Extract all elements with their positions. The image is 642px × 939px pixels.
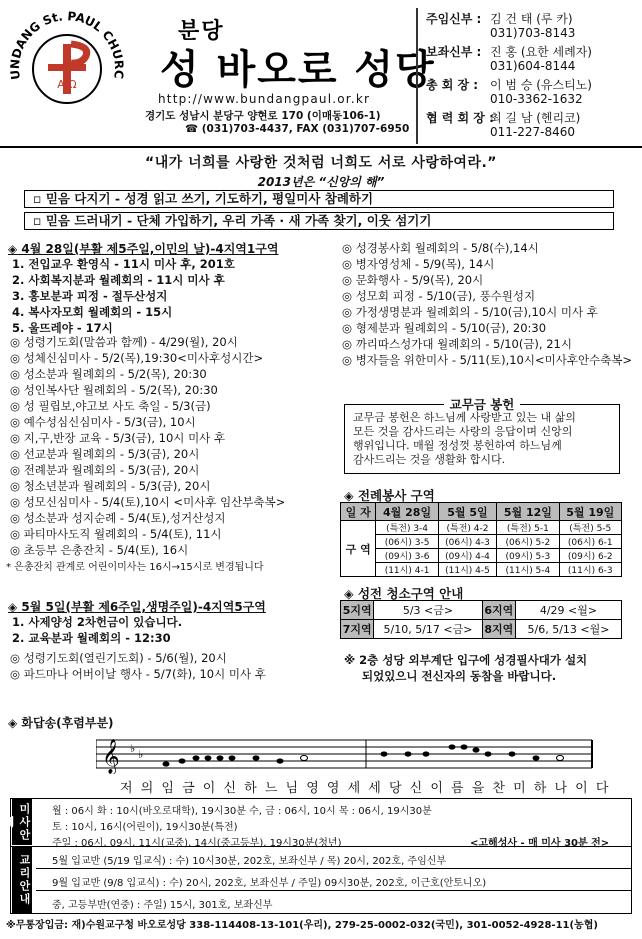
list-item: 5. 울뜨레야 - 17시 <box>12 321 113 335</box>
table-cell: 5/10, 5/17 <금> <box>374 620 482 639</box>
list-item: ◎ 병자영성체 - 5/9(목), 14시 <box>342 257 495 271</box>
staff-name: 최 길 남 (헨리코) <box>490 111 581 125</box>
list-item: 2. 교육분과 월례회의 - 12:30 <box>12 631 171 645</box>
list-item: ◎ 형제분과 월례회의 - 5/10(금), 20:30 <box>342 321 547 335</box>
staff-role: 협 력 회 장 : <box>426 111 494 125</box>
table-cell: (06시) 5-2 <box>497 535 559 549</box>
staff-name: 진 홍 (요한 세례자) <box>490 45 592 59</box>
altar-heading: ◈ 전례봉사 구역 <box>344 488 435 503</box>
offering-line: 감사드리는 것을 생활화 합시다. <box>353 453 506 466</box>
list-item: ◎ 청소년분과 월례회의 - 5/3(금), 20시 <box>10 479 211 493</box>
list-item: ◎ 성소분과 성지순례 - 5/4(토),성거산성지 <box>10 511 226 525</box>
parish-small-title: 분당 <box>178 19 225 44</box>
table-cell: (09시) 6-2 <box>559 549 621 563</box>
notice-line: 되었있으니 전신자의 동참을 바랍니다. <box>362 669 557 683</box>
list-item: ◎ 지,구,반장 교육 - 5/3(금), 10시 미사 후 <box>10 431 226 445</box>
list-item: ◎ 문화행사 - 5/9(목), 20시 <box>342 273 484 287</box>
staff-name: 이 범 승 (유스티노) <box>490 78 592 92</box>
table-cell: (06시) 6-1 <box>559 535 621 549</box>
staff-role: 총 회 장 : <box>426 78 479 92</box>
year-theme: 2013년은 “신앙의 해” <box>257 175 385 189</box>
svg-text:𝄞: 𝄞 <box>102 739 120 774</box>
list-item: ◎ 성 필립보,야고보 사도 축일 - 5/3(금) <box>10 399 211 413</box>
list-item: 2. 사회복지분과 월례회의 - 11시 미사 후 <box>12 273 225 287</box>
catechism-divider <box>36 890 632 891</box>
catechism-divider <box>36 868 632 869</box>
table-header: 5월 12일 <box>497 503 559 521</box>
list-item: ◎ 파티마사도직 월례회의 - 5/4(토), 11시 <box>10 527 222 541</box>
offering-title: 교무금 봉헌 <box>444 397 521 412</box>
catechism-info-tab: 교리안내 <box>12 847 32 913</box>
table-cell: (09시) 5-3 <box>497 549 559 563</box>
table-cell: (09시) 3-6 <box>376 549 438 563</box>
offering-box <box>344 397 620 474</box>
list-item: ◎ 병자들을 위한미사 - 5/11(토),10시<미사후안수축복> <box>342 353 633 367</box>
catechism-info-line: 5월 입교반 (5/19 입교식) : 수) 10시30분, 202호, 보좌신부 / 목) 20시, 202호, 주임신부 <box>52 856 447 867</box>
table-cell: (11시) 4-1 <box>376 563 438 577</box>
table-cell: 7지역 <box>341 620 374 639</box>
offering-line: 교무금 봉헌은 하느님께 사랑받고 있는 내 삶의 <box>353 411 576 424</box>
week1-note: * 은총잔치 관계로 어린이미사는 16시→15시로 변경됩니다 <box>6 562 264 573</box>
svg-text:♭: ♭ <box>130 742 136 755</box>
table-header: 5월 19일 <box>559 503 621 521</box>
list-item: 4. 복사자모회 월례회의 - 15시 <box>12 305 173 319</box>
table-cell: (특전) 4-2 <box>438 521 496 535</box>
table-cell: (11시) 6-3 <box>559 563 621 577</box>
svg-text:♭: ♭ <box>138 748 144 761</box>
website-link[interactable]: http://www.bundangpaul.or.kr <box>158 92 371 106</box>
list-item: ◎ 전례분과 월례회의 - 5/3(금), 20시 <box>10 463 200 477</box>
logo-text: UNDANG St. PAUL CHURC <box>7 9 127 81</box>
week2-heading: ◈ 5월 5일(부활 제6주일,생명주일)-4지역5구역 <box>8 600 266 614</box>
list-item: ◎ 예수성심신심미사 - 5/3(금), 10시 <box>10 415 196 429</box>
table-cell: (09시) 4-4 <box>438 549 496 563</box>
list-item: ◎ 초등부 은총잔치 - 5/4(토), 16시 <box>10 543 189 557</box>
table-cell: 6지역 <box>482 601 515 620</box>
list-item: ◎ 성모회 피정 - 5/10(금), 풍수원성지 <box>342 289 536 303</box>
table-cell: 4/29 <월> <box>515 601 621 620</box>
mass-info-line: 토 : 10시, 16시(어린이), 19시30분(특전) <box>52 822 238 833</box>
table-header: 5월 5일 <box>438 503 496 521</box>
table-cell: 5/6, 5/13 <월> <box>515 620 621 639</box>
list-item: ◎ 성소분과 월례회의 - 5/2(목), 20:30 <box>10 367 207 381</box>
table-cell: (06시) 3-5 <box>376 535 438 549</box>
offering-line: 모든 것을 감사드리는 사랑의 응답이며 신앙의 <box>353 425 573 438</box>
weekly-quote: “내가 너희를 사랑한 것처럼 너희도 서로 사랑하여라.” <box>145 155 497 171</box>
theme-box-1: ▫ 믿음 다지기 - 성경 읽고 쓰기, 기도하기, 평일미사 참례하기 <box>24 190 614 208</box>
altar-service-table <box>340 502 622 577</box>
list-item: ◎ 성모신심미사 - 5/4(토),10시 <미사후 임산부축복> <box>10 495 286 509</box>
list-item: ◎ 성령기도회(열린기도회) - 5/6(월), 20시 <box>10 651 227 665</box>
header-divider <box>0 146 642 148</box>
staff-name: 김 건 태 (루 카) <box>490 12 573 26</box>
list-item: 1. 사제양성 2차헌금이 있습니다. <box>12 615 183 629</box>
list-item: ◎ 파드마나 어버이날 행사 - 5/7(화), 10시 미사 후 <box>10 667 266 681</box>
staff-role: 보좌신부 : <box>426 45 482 59</box>
table-cell: (11시) 4-5 <box>438 563 496 577</box>
church-logo <box>6 8 128 130</box>
week1-heading: ◈ 4월 28일(부활 제5주일,이민의 날)-4지역1구역 <box>8 242 279 256</box>
mass-info-line: 월 : 06시 화 : 10시(바오로대학), 19시30분 수, 금 : 06시, 10시 목 : 06시, 19시30분 <box>52 806 432 817</box>
cleaning-table <box>340 600 622 639</box>
list-item: ◎ 성경봉사회 월례회의 - 5/8(수),14시 <box>342 241 539 255</box>
table-row-label: 구 역 <box>341 521 376 577</box>
mass-info-tab: 미사안내 <box>12 799 32 845</box>
bank-account-footer: ※무통장입금: 재)수원교구청 바오로성당 338-114408-13-101(우리), 279-25-0002-032(국민), 301-0052-4928-11(농협) <box>6 920 598 931</box>
hymn-heading: ◈ 화답송(후렴부분) <box>8 716 114 730</box>
confession-note: <고해성사 - 매 미사 30분 전> <box>470 838 610 849</box>
logo-alpha-omega: A Ω <box>57 78 77 91</box>
staff-phone: 010-3362-1632 <box>490 92 583 106</box>
mass-info-line: 주일 : 06시, 09시, 11시(교중), 14시(중고등부), 19시30분(청년) <box>52 838 342 849</box>
staff-role: 주임신부 : <box>426 12 482 26</box>
table-cell: 8지역 <box>482 620 515 639</box>
offering-line: 행위입니다. 매월 정성껏 봉헌하여 하느님께 <box>353 439 562 452</box>
list-item: 3. 홍보분과 피정 - 절두산성지 <box>12 289 168 303</box>
theme-box-2: ▫ 믿음 드러내기 - 단체 가입하기, 우리 가족 · 새 가족 찾기, 이웃 섬기기 <box>24 212 614 230</box>
staff-phone: 011-227-8460 <box>490 125 576 139</box>
staff-phone: 031)604-8144 <box>490 59 576 73</box>
table-cell: (11시) 5-4 <box>497 563 559 577</box>
staff-list <box>416 8 636 144</box>
table-cell: (특전) 5-1 <box>497 521 559 535</box>
list-item: 1. 전입교우 환영식 - 11시 미사 후, 201호 <box>12 257 235 271</box>
parish-name: 성 바오로 성당 <box>160 47 436 93</box>
list-item: ◎ 성인복사단 월례회의 - 5/2(목), 20:30 <box>10 383 218 397</box>
list-item: ◎ 까리따스성가대 월례회의 - 5/10(금), 21시 <box>342 337 572 351</box>
table-header: 일 자 <box>341 503 376 521</box>
table-header: 4월 28일 <box>376 503 438 521</box>
list-item: ◎ 성체신심미사 - 5/2(목),19:30<미사후성시간> <box>10 351 264 365</box>
catechism-info-line: 9월 입교반 (9/8 입교식) : 수) 20시, 202호, 보좌신부 / 주일) 09시30분, 202호, 이근호(안토니오) <box>52 878 487 889</box>
hymn-lyrics: 저 의 임 금 이 신 하 느 님 영 영 세 세 당 신 이 름 을 찬 미 하 나 이 다 <box>120 781 611 796</box>
list-item: ◎ 가정생명분과 월례회의 - 5/10(금),10시 미사 후 <box>342 305 598 319</box>
list-item: ◎ 성령기도회(말씀과 함께) - 4/29(월), 20시 <box>10 335 238 349</box>
table-cell: (06시) 4-3 <box>438 535 496 549</box>
notice-line: ※ 2층 성당 외부계단 입구에 성경필사대가 설치 <box>344 653 588 667</box>
table-cell: (특전) 5-5 <box>559 521 621 535</box>
table-cell: 5/3 <금> <box>374 601 482 620</box>
phone-fax: ☎ (031)703-4437, FAX (031)707-6950 <box>185 123 410 135</box>
music-staff <box>96 734 596 774</box>
table-cell: 5지역 <box>341 601 374 620</box>
cleaning-heading: ◈ 성전 청소구역 안내 <box>344 586 464 601</box>
list-item: ◎ 선교분과 월례회의 - 5/3(금), 20시 <box>10 447 200 461</box>
staff-phone: 031)703-8143 <box>490 26 576 40</box>
address: 경기도 성남시 분당구 양현로 170 (이매동106-1) <box>145 110 381 122</box>
catechism-info-line: 중, 고등부반(연중) : 주일) 15시, 301호, 보좌신부 <box>52 900 273 911</box>
table-cell: (특전) 3-4 <box>376 521 438 535</box>
